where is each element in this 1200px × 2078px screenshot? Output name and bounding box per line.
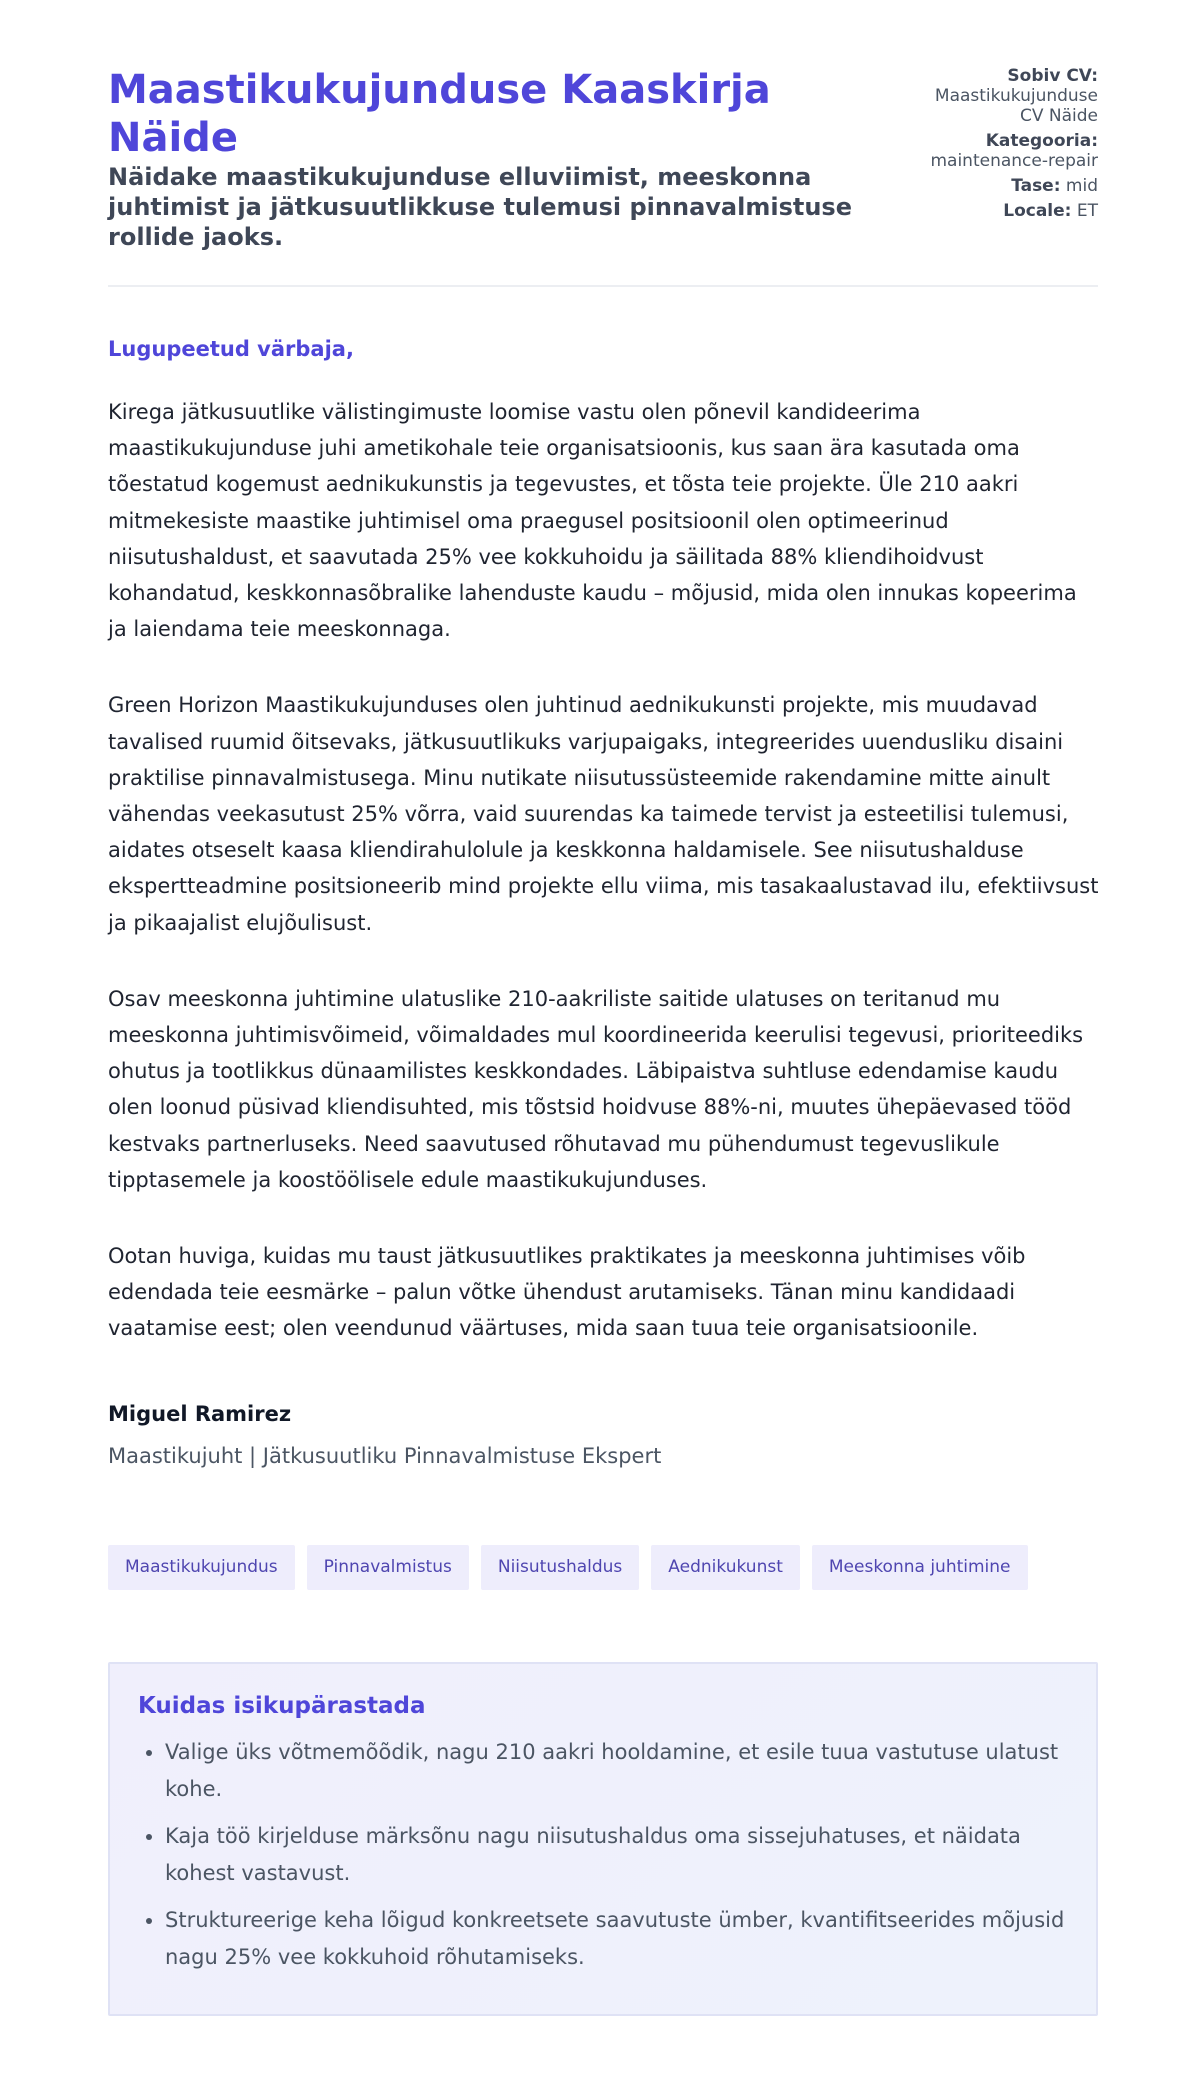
page-title: Maastikukujunduse Kaaskirja Näide — [108, 67, 771, 161]
meta-row-category — [913, 131, 1098, 171]
personalization-tips — [108, 1662, 1098, 2016]
header-divider — [108, 285, 1098, 287]
meta-key: Locale: — [1003, 201, 1072, 221]
meta-value: ET — [1076, 201, 1098, 221]
signature-title: Maastikujuht | Jätkusuutliku Pinnavalmistuse Ekspert — [108, 1443, 662, 1468]
page-header — [108, 66, 1098, 252]
tag-irrigation-management[interactable]: Niisutushaldus — [481, 1545, 639, 1590]
meta-panel — [913, 66, 1098, 226]
meta-row-resume — [913, 66, 1098, 126]
letter-body — [108, 334, 1100, 1471]
salutation: Lugupeetud värbaja, — [108, 337, 354, 361]
meta-value: mid — [1065, 176, 1098, 196]
tag-team-leadership[interactable]: Meeskonna juhtimine — [812, 1545, 1028, 1590]
letter-paragraph-4: Ootan huviga, kuidas mu taust jätkusuutlikes praktikates ja meeskonna juhtimises võib edendada teie eesmärke – palun võtke ühendust arutamiseks. Tänan minu kandidaadi vaatamise eest; olen veendunud väärtuses, mida saan tuua teie organisatsioonile. — [108, 1244, 1026, 1341]
tag-horticulture[interactable]: Aednikukunst — [651, 1545, 800, 1590]
signature-name: Miguel Ramirez — [108, 1401, 292, 1426]
tip-item: • Kaja töö kirjelduse märksõnu nagu niisutushaldus oma sissejuhatuses, et näidata kohest vastavust. — [165, 1818, 1068, 1891]
meta-key: Kategooria: — [985, 131, 1098, 151]
meta-value: Maastikukujunduse CV Näide — [934, 86, 1098, 126]
tip-item: • Struktureerige keha lõigud konkreetsete saavutuste ümber, kvantifitseerides mõjusid nagu 25% vee kokkuhoid rõhutamiseks. — [165, 1902, 1068, 1975]
meta-row-locale — [913, 201, 1098, 221]
meta-key: Tase: — [1011, 176, 1061, 196]
meta-key: Sobiv CV: — [1007, 66, 1098, 86]
skill-tags — [108, 1545, 1028, 1590]
meta-value: maintenance-repair — [930, 151, 1098, 171]
tips-title: Kuidas isikupärastada — [138, 1693, 426, 1719]
tip-item: • Valige üks võtmemõõdik, nagu 210 aakri hooldamine, et esile tuua vastutuse ulatust kohe. — [165, 1734, 1068, 1807]
signature-block — [108, 1399, 1100, 1471]
letter-paragraph-3: Osav meeskonna juhtimine ulatuslike 210-aakriliste saitide ulatuses on teritanud mu meeskonna juhtimisvõimeid, võimaldades mul koordineerida keerulisi tegevusi, prioriteediks ohutus ja tootlikkus dünaamilistes keskkondades. Läbipaistva suhtluse edendamise kaudu olen loonud püsivad kliendisuhted, mis tõstsid hoidvuse 88%-ni, muutes ühepäevased tööd kestvaks partnerluseks. Need saavutused rõhutavad mu pühendumust tegevuslikule tipptasemele ja koostöölisele edule maastikukujunduses. — [108, 986, 1084, 1192]
letter-paragraph-2: Green Horizon Maastikukujunduses olen juhtinud aednikukunsti projekte, mis muudavad tavalised ruumid õitsevaks, jätkusuutlikuks varjupaigaks, integreerides uuendusliku disaini praktilise pinnavalmistusega. Minu nutikate niisutussüsteemide rakendamine mitte ainult vähendas veekasutust 25% võrra, vaid suurendas ka taimede tervist ja esteetilisi tulemusi, aidates otseselt kaasa kliendirahulolule ja keskkonna haldamisele. See niisutushalduse ekspertteadmine positsioneerib mind projekte ellu viima, mis tasakaalustavad ilu, efektiivsust ja pikaajalist elujõulisust. — [108, 693, 1099, 935]
meta-row-level — [913, 176, 1098, 196]
tag-site-preparation[interactable]: Pinnavalmistus — [307, 1545, 469, 1590]
page-subtitle: Näidake maastikukujunduse elluviimist, meeskonna juhtimist ja jätkusuutlikkuse tulemusi pinnavalmistuse rollide jaoks. — [108, 163, 852, 251]
tag-landscaping[interactable]: Maastikukujundus — [108, 1545, 295, 1590]
letter-paragraph-1: Kirega jätkusuutlike välistingimuste loomise vastu olen põnevil kandideerima maastikukujunduse juhi ametikohale teie organisatsioonis, kus saan ära kasutada oma tõestatud kogemust aednikukunstis ja tegevustes, et tõsta teie projekte. Üle 210 aakri mitmekesiste maastike juhtimisel oma praegusel positsioonil olen optimeerinud niisutushaldust, et saavutada 25% vee kokkuhoidu ja säilitada 88% kliendihoidvust kohandatud, keskkonnasõbralike lahenduste kaudu – mõjusid, mida olen innukas kopeerima ja laiendama teie meeskonnaga. — [108, 400, 1077, 642]
tips-list — [138, 1734, 1068, 1975]
